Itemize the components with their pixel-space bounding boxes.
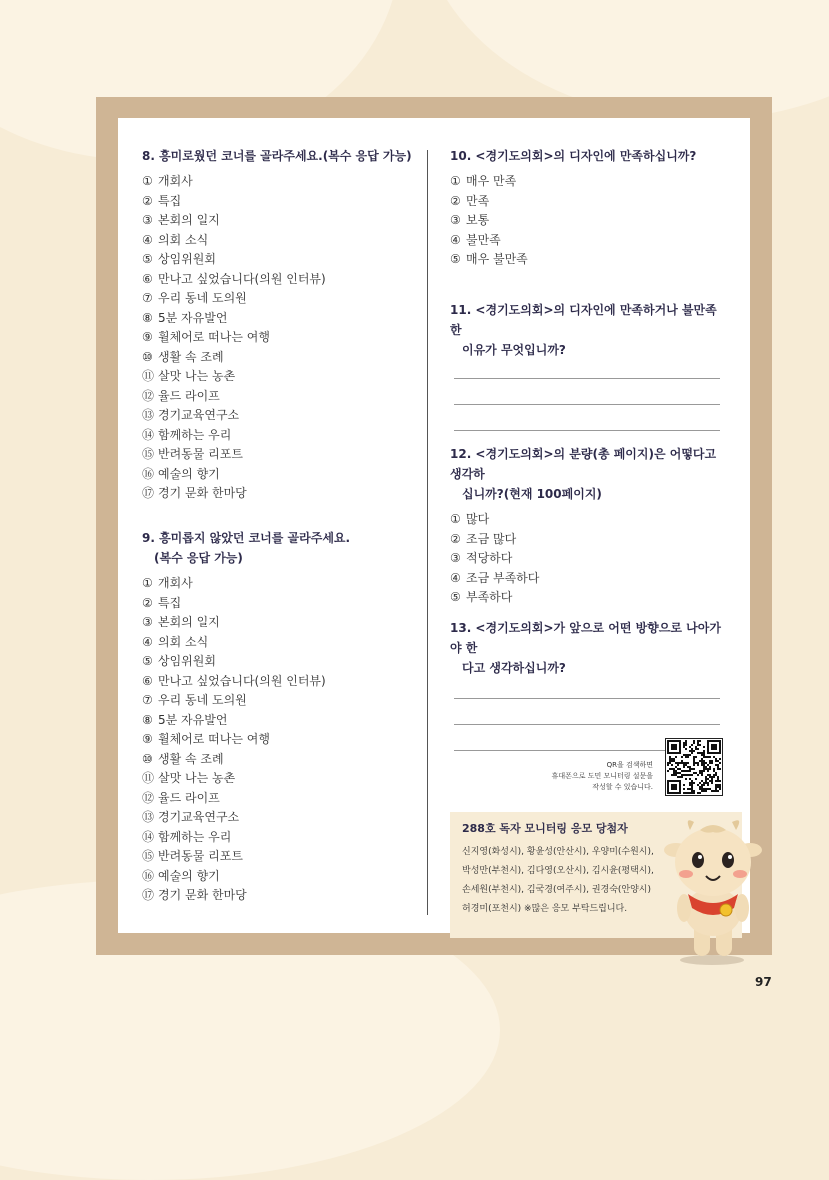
option-label: 생활 속 조례 <box>158 349 224 364</box>
answer-option[interactable] <box>450 510 728 530</box>
answer-option[interactable] <box>450 549 728 569</box>
option-label: 우리 동네 도의원 <box>158 693 247 707</box>
answer-option[interactable] <box>142 652 422 672</box>
question-13-title-line1: 13. <경기도의회>가 앞으로 어떤 방향으로 나아가야 한 <box>450 621 721 655</box>
answer-option[interactable] <box>142 328 422 348</box>
answer-option[interactable] <box>450 569 728 589</box>
option-number: ① <box>450 512 461 526</box>
answer-option[interactable] <box>142 886 422 906</box>
option-label: 상임위원회 <box>158 252 216 266</box>
option-label: 생활 속 조례 <box>158 751 224 766</box>
answer-option[interactable] <box>142 633 422 653</box>
question-8-options <box>142 172 422 504</box>
qr-caption <box>513 760 653 793</box>
question-11-title <box>450 300 728 360</box>
option-label: 불만족 <box>466 232 501 247</box>
qr-caption-line1: QR을 검색하면 <box>606 761 653 769</box>
option-label: 의회 소식 <box>158 232 209 247</box>
option-label: 만나고 싶었습니다(의원 인터뷰) <box>158 271 326 286</box>
option-label: 반려동물 리포트 <box>158 447 243 461</box>
question-10 <box>450 146 728 270</box>
option-number: ② <box>450 193 461 208</box>
answer-option[interactable] <box>142 367 422 387</box>
option-label: 살맛 나는 농촌 <box>158 771 236 785</box>
answer-option[interactable] <box>142 348 422 368</box>
answer-option[interactable] <box>142 231 422 251</box>
option-label: 경기교육연구소 <box>158 810 240 824</box>
question-8 <box>142 146 422 504</box>
question-9 <box>142 528 422 906</box>
question-11-title-line1: 11. <경기도의회>의 디자인에 만족하거나 불만족한 <box>450 303 717 337</box>
option-number: ① <box>142 576 153 590</box>
question-9-title <box>142 528 422 568</box>
page-number: 97 <box>755 975 772 989</box>
answer-option[interactable] <box>142 574 422 594</box>
answer-option[interactable] <box>142 406 422 426</box>
option-number: ④ <box>142 232 153 247</box>
option-label: 보통 <box>466 213 490 227</box>
option-number: ③ <box>142 615 153 629</box>
option-number: ④ <box>450 570 461 585</box>
option-number: ② <box>142 193 153 208</box>
option-label: 조금 부족하다 <box>466 570 540 585</box>
option-number: ⑬ <box>142 408 155 422</box>
answer-option[interactable] <box>142 613 422 633</box>
option-number: ⑪ <box>142 369 155 383</box>
answer-option[interactable] <box>142 769 422 789</box>
answer-option[interactable] <box>450 192 728 212</box>
option-label: 율드 라이프 <box>158 790 220 805</box>
option-label: 부족하다 <box>466 590 513 604</box>
qr-code-graphic <box>666 739 722 795</box>
answer-option[interactable] <box>142 309 422 329</box>
answer-option[interactable] <box>450 530 728 550</box>
question-12-title-line2: 십니까?(현재 100페이지) <box>462 487 602 501</box>
answer-option[interactable] <box>142 711 422 731</box>
option-number: ③ <box>450 213 461 227</box>
option-number: ④ <box>450 232 461 247</box>
answer-line[interactable] <box>454 698 720 699</box>
winners-line: 허경미(포천시) ※많은 응모 부탁드립니다. <box>462 904 628 914</box>
question-12-title <box>450 444 728 504</box>
answer-line[interactable] <box>454 404 720 405</box>
qr-caption-line3: 작성할 수 있습니다. <box>592 783 653 791</box>
qr-caption-line2: 휴대폰으로 도민 모니터링 설문을 <box>551 772 653 780</box>
answer-option[interactable] <box>142 847 422 867</box>
question-9-title-line2: (복수 응답 가능) <box>154 551 243 565</box>
answer-option[interactable] <box>142 172 422 192</box>
option-number: ⑫ <box>142 388 155 403</box>
option-label: 매우 만족 <box>466 174 517 188</box>
survey-card <box>118 118 750 933</box>
option-label: 함께하는 우리 <box>158 427 232 442</box>
option-label: 만나고 싶었습니다(의원 인터뷰) <box>158 673 326 688</box>
option-label: 휠체어로 떠나는 여행 <box>158 330 270 344</box>
answer-option[interactable] <box>142 465 422 485</box>
answer-option[interactable] <box>142 867 422 887</box>
answer-option[interactable] <box>142 270 422 290</box>
option-label: 예술의 향기 <box>158 466 220 481</box>
option-number: ④ <box>142 634 153 649</box>
answer-option[interactable] <box>142 594 422 614</box>
cow-mascot-illustration <box>660 812 770 967</box>
option-number: ⑫ <box>142 790 155 805</box>
option-label: 본회의 일지 <box>158 615 220 629</box>
answer-line[interactable] <box>454 430 720 431</box>
option-number: ⑯ <box>142 868 155 883</box>
option-label: 매우 불만족 <box>466 252 528 266</box>
option-label: 적당하다 <box>466 551 513 565</box>
answer-option[interactable] <box>450 211 728 231</box>
option-number: ⑪ <box>142 771 155 785</box>
option-number: ⑥ <box>142 673 153 688</box>
option-number: ⑮ <box>142 447 155 461</box>
answer-option[interactable] <box>450 172 728 192</box>
option-number: ⑰ <box>142 486 155 500</box>
question-11 <box>450 300 728 431</box>
column-divider <box>427 150 428 915</box>
question-10-title: 10. <경기도의회>의 디자인에 만족하십니까? <box>450 149 697 163</box>
option-number: ⑰ <box>142 888 155 902</box>
question-12 <box>450 444 728 608</box>
option-number: ⑤ <box>450 252 461 266</box>
winners-title: 288호 독자 모니터링 응모 당첨자 <box>462 822 628 835</box>
answer-option[interactable] <box>450 250 728 270</box>
option-number: ③ <box>142 213 153 227</box>
answer-option[interactable] <box>142 426 422 446</box>
option-label: 많다 <box>466 512 490 526</box>
option-label: 5분 자유발언 <box>158 310 228 325</box>
option-number: ② <box>450 531 461 546</box>
option-number: ③ <box>450 551 461 565</box>
option-number: ⑦ <box>142 693 153 707</box>
option-number: ② <box>142 595 153 610</box>
option-label: 휠체어로 떠나는 여행 <box>158 732 270 746</box>
option-label: 특집 <box>158 193 182 208</box>
option-label: 개회사 <box>158 174 193 188</box>
answer-option[interactable] <box>142 211 422 231</box>
winners-line: 신지영(화성시), 황윤성(안산시), 우양미(수원시), <box>462 847 654 857</box>
option-label: 함께하는 우리 <box>158 829 232 844</box>
question-8-title: 8. 흥미로웠던 코너를 골라주세요.(복수 응답 가능) <box>142 149 412 163</box>
option-label: 예술의 향기 <box>158 868 220 883</box>
answer-option[interactable] <box>142 387 422 407</box>
option-label: 경기교육연구소 <box>158 408 240 422</box>
answer-option[interactable] <box>142 672 422 692</box>
option-label: 5분 자유발언 <box>158 712 228 727</box>
question-13-title-line2: 다고 생각하십니까? <box>462 661 566 675</box>
option-number: ⑤ <box>450 590 461 604</box>
answer-option[interactable] <box>142 691 422 711</box>
winners-line: 손세원(부천시), 김국경(여주시), 권경숙(안양시) <box>462 885 652 895</box>
option-label: 만족 <box>466 193 490 208</box>
question-13-title <box>450 618 728 678</box>
question-13 <box>450 618 728 751</box>
answer-option[interactable] <box>142 289 422 309</box>
option-number: ① <box>450 174 461 188</box>
qr-code[interactable] <box>665 738 723 796</box>
answer-line[interactable] <box>454 724 720 725</box>
option-label: 반려동물 리포트 <box>158 849 243 863</box>
answer-option[interactable] <box>142 730 422 750</box>
option-number: ⑨ <box>142 732 153 746</box>
answer-option[interactable] <box>142 828 422 848</box>
question-12-title-line1: 12. <경기도의회>의 분량(총 페이지)은 어떻다고 생각하 <box>450 447 717 481</box>
option-number: ⑭ <box>142 427 155 442</box>
option-number: ⑦ <box>142 291 153 305</box>
option-label: 살맛 나는 농촌 <box>158 369 236 383</box>
option-label: 개회사 <box>158 576 193 590</box>
option-number: ⑤ <box>142 252 153 266</box>
option-label: 특집 <box>158 595 182 610</box>
answer-option[interactable] <box>142 192 422 212</box>
winners-line: 박성만(부천시), 김다영(오산시), 김시윤(평택시), <box>462 866 654 876</box>
option-number: ⑮ <box>142 849 155 863</box>
option-number: ⑩ <box>142 349 153 364</box>
question-12-options <box>450 510 728 608</box>
answer-option[interactable] <box>450 588 728 608</box>
question-9-options <box>142 574 422 906</box>
option-label: 경기 문화 한마당 <box>158 888 247 902</box>
question-10-options <box>450 172 728 270</box>
option-label: 의회 소식 <box>158 634 209 649</box>
answer-option[interactable] <box>142 808 422 828</box>
answer-option[interactable] <box>142 750 422 770</box>
question-9-title-line1: 9. 흥미롭지 않았던 코너를 골라주세요. <box>142 531 351 545</box>
option-number: ⑯ <box>142 466 155 481</box>
option-number: ⑩ <box>142 751 153 766</box>
answer-line[interactable] <box>454 378 720 379</box>
answer-option[interactable] <box>450 231 728 251</box>
option-number: ① <box>142 174 153 188</box>
option-number: ⑬ <box>142 810 155 824</box>
option-number: ⑧ <box>142 712 153 727</box>
option-label: 우리 동네 도의원 <box>158 291 247 305</box>
option-number: ⑧ <box>142 310 153 325</box>
option-label: 본회의 일지 <box>158 213 220 227</box>
answer-option[interactable] <box>142 445 422 465</box>
option-number: ⑭ <box>142 829 155 844</box>
answer-option[interactable] <box>142 789 422 809</box>
option-label: 율드 라이프 <box>158 388 220 403</box>
answer-option[interactable] <box>142 250 422 270</box>
option-number: ⑨ <box>142 330 153 344</box>
question-11-title-line2: 이유가 무엇입니까? <box>462 343 566 357</box>
option-label: 조금 많다 <box>466 531 517 546</box>
answer-option[interactable] <box>142 484 422 504</box>
option-label: 상임위원회 <box>158 654 216 668</box>
qr-block <box>533 738 723 800</box>
option-number: ⑥ <box>142 271 153 286</box>
option-number: ⑤ <box>142 654 153 668</box>
option-label: 경기 문화 한마당 <box>158 486 247 500</box>
